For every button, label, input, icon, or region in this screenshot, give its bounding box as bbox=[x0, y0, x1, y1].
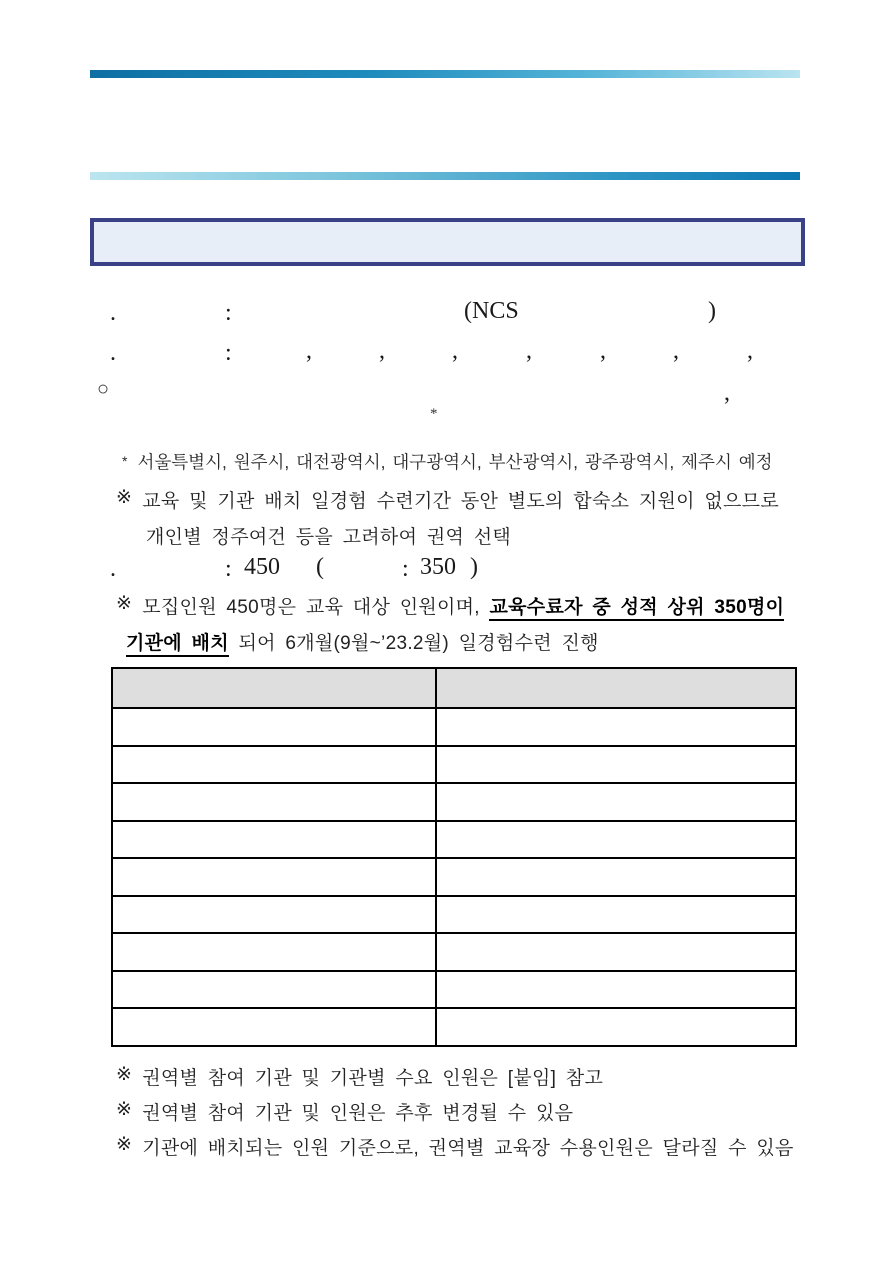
line-quota-colon1: : bbox=[225, 556, 232, 582]
table-row bbox=[112, 896, 796, 934]
line-regions-dot: . bbox=[110, 340, 116, 366]
line-program-ncs: (NCS bbox=[464, 298, 519, 324]
line-quota-colon2: : bbox=[402, 556, 409, 582]
table-cell bbox=[436, 1008, 796, 1046]
note-recruit-line2 bbox=[126, 628, 599, 655]
table-cell bbox=[112, 783, 436, 821]
table-row bbox=[112, 821, 796, 859]
note-housing-line2 bbox=[146, 522, 511, 549]
table-cell bbox=[436, 708, 796, 746]
table-cell bbox=[436, 933, 796, 971]
table-cell bbox=[112, 1008, 436, 1046]
footer-note-text: 권역별 참여 기관 및 기관별 수요 인원은 [붙임] 참고 bbox=[142, 1068, 604, 1089]
table-cell bbox=[112, 971, 436, 1009]
reference-marker: ※ bbox=[116, 1099, 133, 1120]
footer-note bbox=[116, 1063, 603, 1090]
table-row bbox=[112, 1008, 796, 1046]
region-comma: , bbox=[379, 338, 385, 364]
line-quota-close-paren: ) bbox=[470, 554, 478, 580]
line-quota-open-paren: ( bbox=[316, 554, 324, 580]
table-cell bbox=[112, 708, 436, 746]
table-cell bbox=[436, 783, 796, 821]
reference-marker: ※ bbox=[116, 1064, 133, 1085]
region-comma: , bbox=[673, 338, 679, 364]
circle-bullet-icon: ○ bbox=[97, 378, 110, 400]
table-cell bbox=[112, 896, 436, 934]
line-quota-dot: . bbox=[110, 556, 116, 582]
footnote-regions bbox=[122, 449, 773, 474]
footer-note-text: 기관에 배치되는 인원 기준으로, 권역별 교육장 수용인원은 달라질 수 있음 bbox=[142, 1138, 794, 1159]
second-gradient-bar bbox=[90, 172, 800, 180]
region-comma: , bbox=[600, 338, 606, 364]
note-recruit-line1 bbox=[116, 592, 806, 619]
table-cell bbox=[112, 821, 436, 859]
table-header-cell bbox=[436, 668, 796, 708]
note-housing-text2: 개인별 정주여건 등을 고려하여 권역 선택 bbox=[146, 527, 512, 548]
region-comma: , bbox=[526, 338, 532, 364]
region-comma: , bbox=[452, 338, 458, 364]
line-circle-comma: , bbox=[724, 380, 730, 406]
note-recruit-emphasis2: 기관에 배치 bbox=[126, 633, 229, 657]
table-cell bbox=[436, 896, 796, 934]
table-row bbox=[112, 746, 796, 784]
section-title-box bbox=[90, 218, 805, 266]
table-cell bbox=[112, 858, 436, 896]
top-gradient-bar bbox=[90, 70, 800, 78]
quota-total-count: 450 bbox=[244, 554, 280, 580]
region-capacity-table bbox=[111, 667, 797, 1047]
quota-placed-count: 350 bbox=[420, 554, 456, 580]
region-comma: , bbox=[306, 338, 312, 364]
reference-marker: ※ bbox=[116, 1134, 133, 1155]
table-row bbox=[112, 708, 796, 746]
line-program-dot: . bbox=[110, 300, 116, 326]
table-cell bbox=[436, 971, 796, 1009]
footer-note bbox=[116, 1133, 794, 1160]
footer-note-text: 권역별 참여 기관 및 인원은 추후 변경될 수 있음 bbox=[142, 1103, 574, 1124]
note-recruit-pre: 모집인원 450명은 교육 대상 인원이며, bbox=[142, 597, 480, 618]
asterisk-mark: * bbox=[430, 406, 438, 422]
region-comma: , bbox=[747, 338, 753, 364]
note-recruit-emphasis1: 교육수료자 중 성적 상위 350명이 bbox=[489, 597, 784, 621]
table-cell bbox=[436, 746, 796, 784]
footer-note bbox=[116, 1098, 573, 1125]
reference-marker: ※ bbox=[116, 593, 133, 614]
note-housing-text1: 교육 및 기관 배치 일경험 수련기간 동안 별도의 합숙소 지원이 없으므로 bbox=[142, 491, 779, 512]
note-housing-line1 bbox=[116, 486, 779, 513]
table-row bbox=[112, 971, 796, 1009]
asterisk-marker: * bbox=[122, 453, 128, 469]
line-program-colon: : bbox=[225, 300, 232, 326]
footnote-regions-text: 서울특별시, 원주시, 대전광역시, 대구광역시, 부산광역시, 광주광역시, 제주시 예정 bbox=[137, 452, 773, 472]
line-program-close-paren: ) bbox=[708, 298, 716, 324]
table-header-row bbox=[112, 668, 796, 708]
table-cell bbox=[112, 746, 436, 784]
table-row bbox=[112, 933, 796, 971]
table-cell bbox=[112, 933, 436, 971]
table-header-cell bbox=[112, 668, 436, 708]
table-cell bbox=[436, 821, 796, 859]
table-row bbox=[112, 783, 796, 821]
table-cell bbox=[436, 858, 796, 896]
note-recruit-post: 되어 6개월(9월~’23.2월) 일경험수련 진행 bbox=[238, 633, 599, 654]
line-regions-colon: : bbox=[225, 340, 232, 366]
table-row bbox=[112, 858, 796, 896]
reference-marker: ※ bbox=[116, 487, 133, 508]
